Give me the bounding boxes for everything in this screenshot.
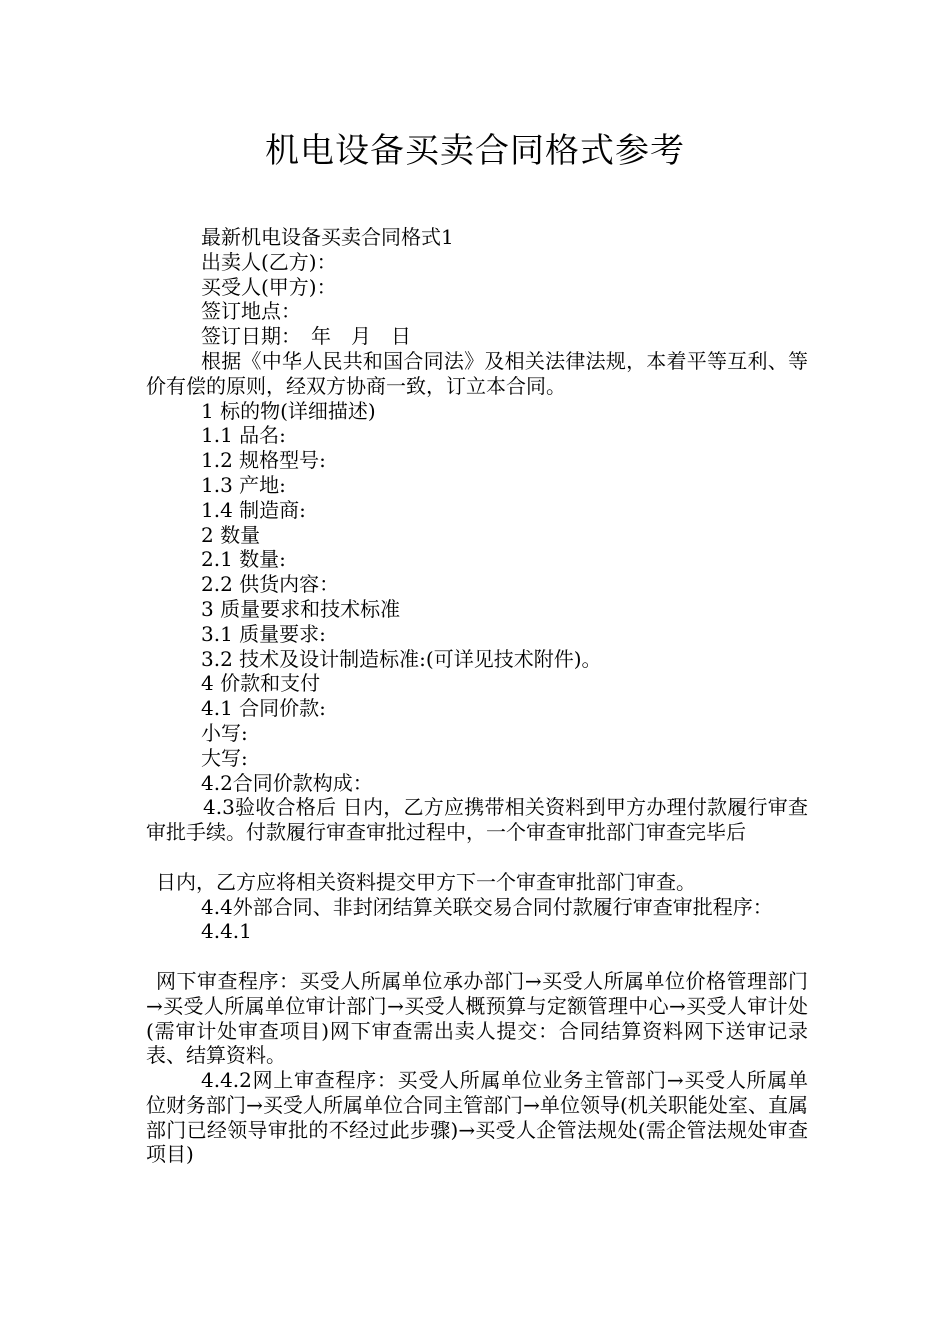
contract-heading: 最新机电设备买卖合同格式1 bbox=[201, 225, 454, 249]
clause-line: 1.4 制造商: bbox=[201, 497, 306, 522]
section-heading: 1 标的物(详细描述) bbox=[201, 398, 376, 423]
clause-paragraph: 网下审查程序：买受人所属单位承办部门→买受人所属单位价格管理部门→买受人所属单位审计部门→买受人概预算与定额管理中心→买受人审计处(需审计处审查项目)网下审查需出卖人提交：合同结算资料网下送审记录表、结算资料。 bbox=[146, 968, 808, 1068]
blank-line bbox=[146, 944, 808, 969]
clause-paragraph: 4.4外部合同、非封闭结算关联交易合同付款履行审查审批程序： bbox=[201, 894, 773, 919]
clause-line: 4.1 合同价款: bbox=[201, 696, 326, 721]
section-heading: 4 价款和支付 bbox=[201, 671, 321, 696]
clause-line: 4.4.1 bbox=[201, 919, 252, 944]
clause-line: 1.1 品名: bbox=[201, 423, 286, 448]
buyer-line: 买受人(甲方)： bbox=[201, 274, 337, 299]
clause-line: 3.2 技术及设计制造标准:(可详见技术附件)。 bbox=[201, 646, 602, 671]
clause-paragraph: 日内，乙方应将相关资料提交甲方下一个审查审批部门审查。 bbox=[156, 869, 696, 894]
clause-line: 3.1 质量要求: bbox=[201, 621, 326, 646]
clause-line: 小写: bbox=[201, 720, 248, 745]
clause-line: 1.3 产地: bbox=[201, 472, 286, 497]
section-heading: 2 数量 bbox=[201, 522, 261, 547]
clause-paragraph: 4.4.2网上审查程序：买受人所属单位业务主管部门→买受人所属单位财务部门→买受人所属单位合同主管部门→单位领导(机关职能处室、直属部门已经领导审批的不经过此步骤)→买受人企管法规处(需企管法规处审查项目) bbox=[146, 1068, 808, 1167]
section-heading: 3 质量要求和技术标准 bbox=[201, 596, 401, 621]
clause-line: 2.1 数量: bbox=[201, 547, 286, 572]
document-body bbox=[146, 225, 808, 1167]
clause-line: 4.2合同价款构成： bbox=[201, 770, 373, 795]
seller-line: 出卖人(乙方)： bbox=[201, 249, 337, 274]
clause-line: 大写: bbox=[201, 745, 248, 770]
clause-line: 2.2 供货内容： bbox=[201, 572, 340, 597]
blank-line bbox=[146, 845, 808, 870]
signing-date-line: 签订日期： 年 月 日 bbox=[201, 324, 411, 349]
clause-line: 1.2 规格型号: bbox=[201, 448, 326, 473]
clause-paragraph: 4.3验收合格后 日内，乙方应携带相关资料到甲方办理付款履行审查审批手续。付款履行审查审批过程中，一个审查审批部门审查完毕后 bbox=[146, 795, 808, 845]
signing-place-line: 签订地点： bbox=[201, 299, 301, 324]
preamble-paragraph: 根据《中华人民共和国合同法》及相关法律法规，本着平等互利、等价有偿的原则，经双方协商一致，订立本合同。 bbox=[146, 348, 808, 398]
document-title: 机电设备买卖合同格式参考 bbox=[265, 131, 685, 171]
